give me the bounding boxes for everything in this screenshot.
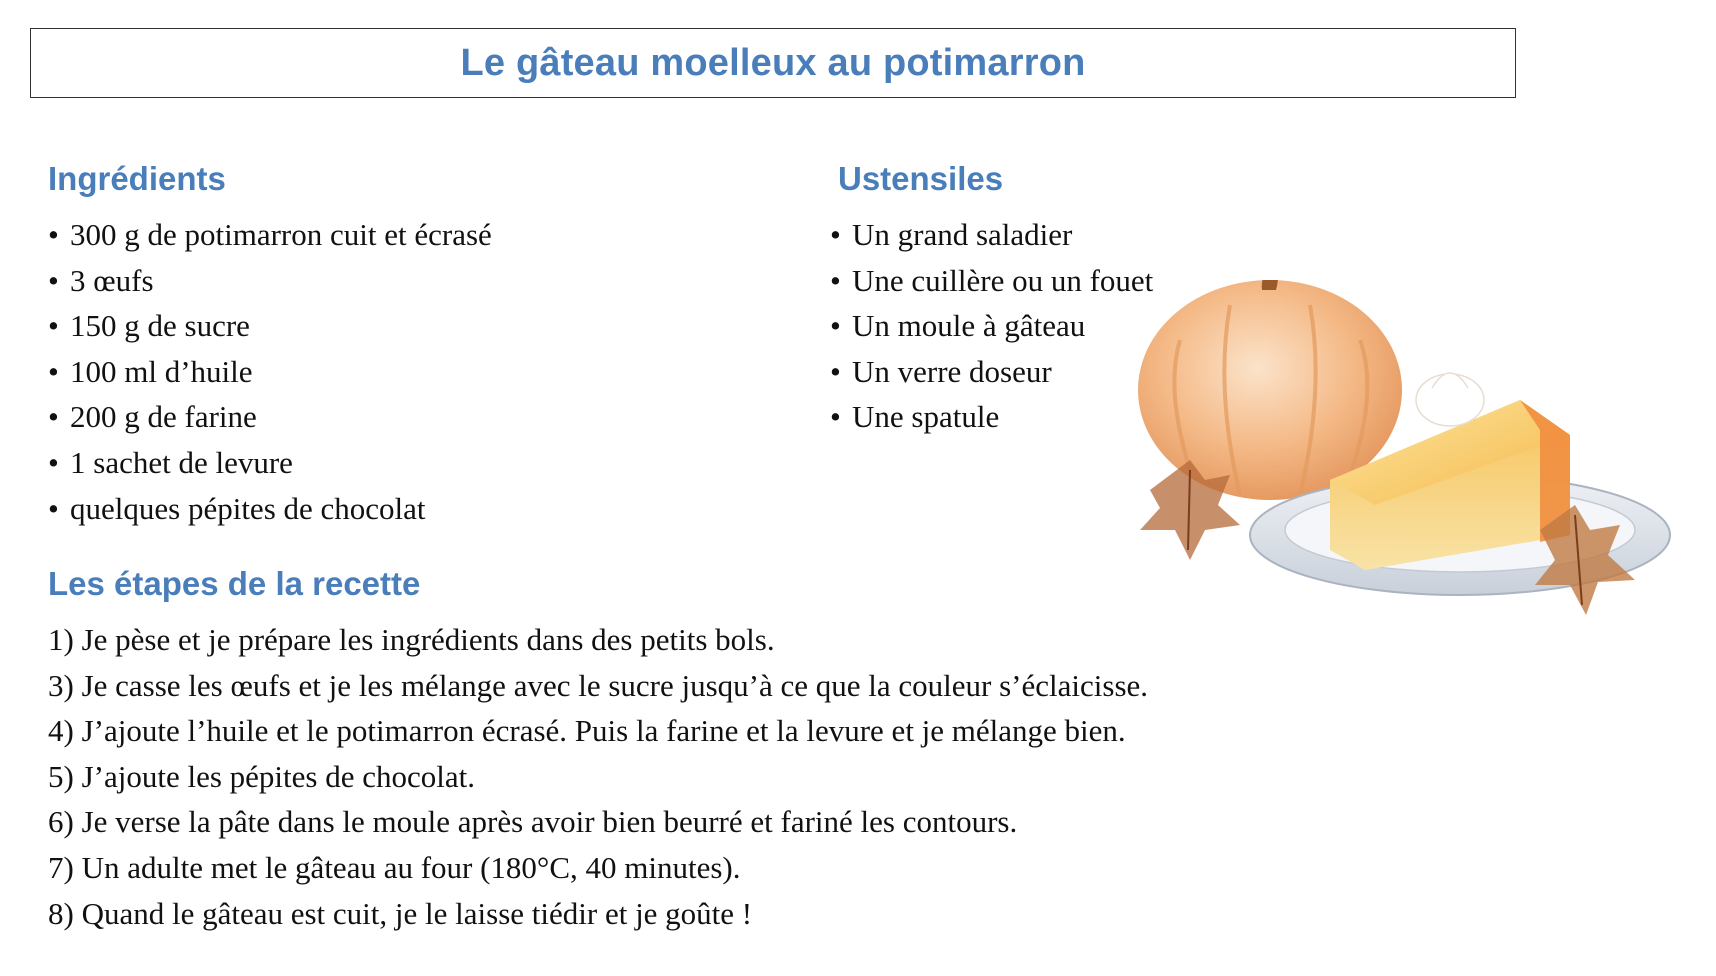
bullet-icon: •	[48, 262, 59, 298]
bullet-icon: •	[48, 490, 59, 526]
bullet-icon: •	[48, 399, 59, 435]
bullet-icon: •	[48, 308, 59, 344]
ingredient-text: 200 g de farine	[70, 399, 257, 435]
ingredient-item	[48, 258, 492, 304]
bullet-icon: •	[48, 353, 59, 389]
ingredient-text: 3 œufs	[70, 262, 154, 298]
step-item: 7) Un adulte met le gâteau au four (180°C, 40 minutes).	[48, 849, 741, 885]
utensil-item	[830, 349, 1153, 395]
steps-list	[48, 617, 1148, 936]
bullet-icon: •	[48, 217, 59, 252]
step-item: 5) J’ajoute les pépites de chocolat.	[48, 758, 475, 794]
step-item: 1) Je pèse et je prépare les ingrédients dans des petits bols.	[48, 622, 775, 657]
ingredient-text: 300 g de potimarron cuit et écrasé	[70, 217, 492, 252]
ingredients-list	[48, 212, 492, 531]
utensil-text: Une spatule	[852, 399, 1000, 435]
bullet-icon: •	[830, 399, 841, 435]
ingredient-item	[48, 349, 492, 395]
bullet-icon: •	[830, 353, 841, 389]
title-box	[30, 28, 1516, 98]
step-item: 8) Quand le gâteau est cuit, je le laisse tiédir et je goûte !	[48, 895, 753, 931]
bullet-icon: •	[830, 308, 841, 344]
utensil-item	[830, 212, 1153, 258]
utensil-item	[830, 303, 1153, 349]
ingredient-text: 1 sachet de levure	[70, 444, 293, 480]
ingredients-heading: Ingrédients	[48, 160, 226, 197]
ingredient-item	[48, 303, 492, 349]
utensils-heading: Ustensiles	[838, 160, 1004, 197]
bullet-icon: •	[830, 217, 841, 252]
ingredient-item	[48, 394, 492, 440]
utensil-item	[830, 258, 1153, 304]
utensil-text: Une cuillère ou un fouet	[852, 262, 1154, 298]
utensil-text: Un moule à gâteau	[852, 308, 1086, 344]
steps-heading: Les étapes de la recette	[48, 565, 421, 602]
ingredient-item	[48, 486, 492, 532]
ingredient-item	[48, 212, 492, 258]
step-item: 6) Je verse la pâte dans le moule après avoir bien beurré et fariné les contours.	[48, 804, 1018, 840]
ingredient-text: 100 ml d’huile	[70, 353, 253, 389]
ingredient-text: 150 g de sucre	[70, 308, 250, 344]
utensil-text: Un verre doseur	[852, 353, 1052, 389]
ingredient-item	[48, 440, 492, 486]
page-title: Le gâteau moelleux au potimarron	[460, 41, 1086, 84]
utensil-text: Un grand saladier	[852, 217, 1073, 252]
ingredient-text: quelques pépites de chocolat	[70, 490, 426, 526]
bullet-icon: •	[48, 444, 59, 480]
step-item: 3) Je casse les œufs et je les mélange avec le sucre jusqu’à ce que la couleur s’éclaicisse.	[48, 667, 1149, 703]
step-item: 4) J’ajoute l’huile et le potimarron écrasé. Puis la farine et la levure et je mélange bien.	[48, 713, 1126, 749]
utensil-item	[830, 394, 1153, 440]
bullet-icon: •	[830, 262, 841, 298]
utensils-list	[830, 212, 1153, 440]
pumpkin-pie-illustration	[1120, 280, 1680, 700]
